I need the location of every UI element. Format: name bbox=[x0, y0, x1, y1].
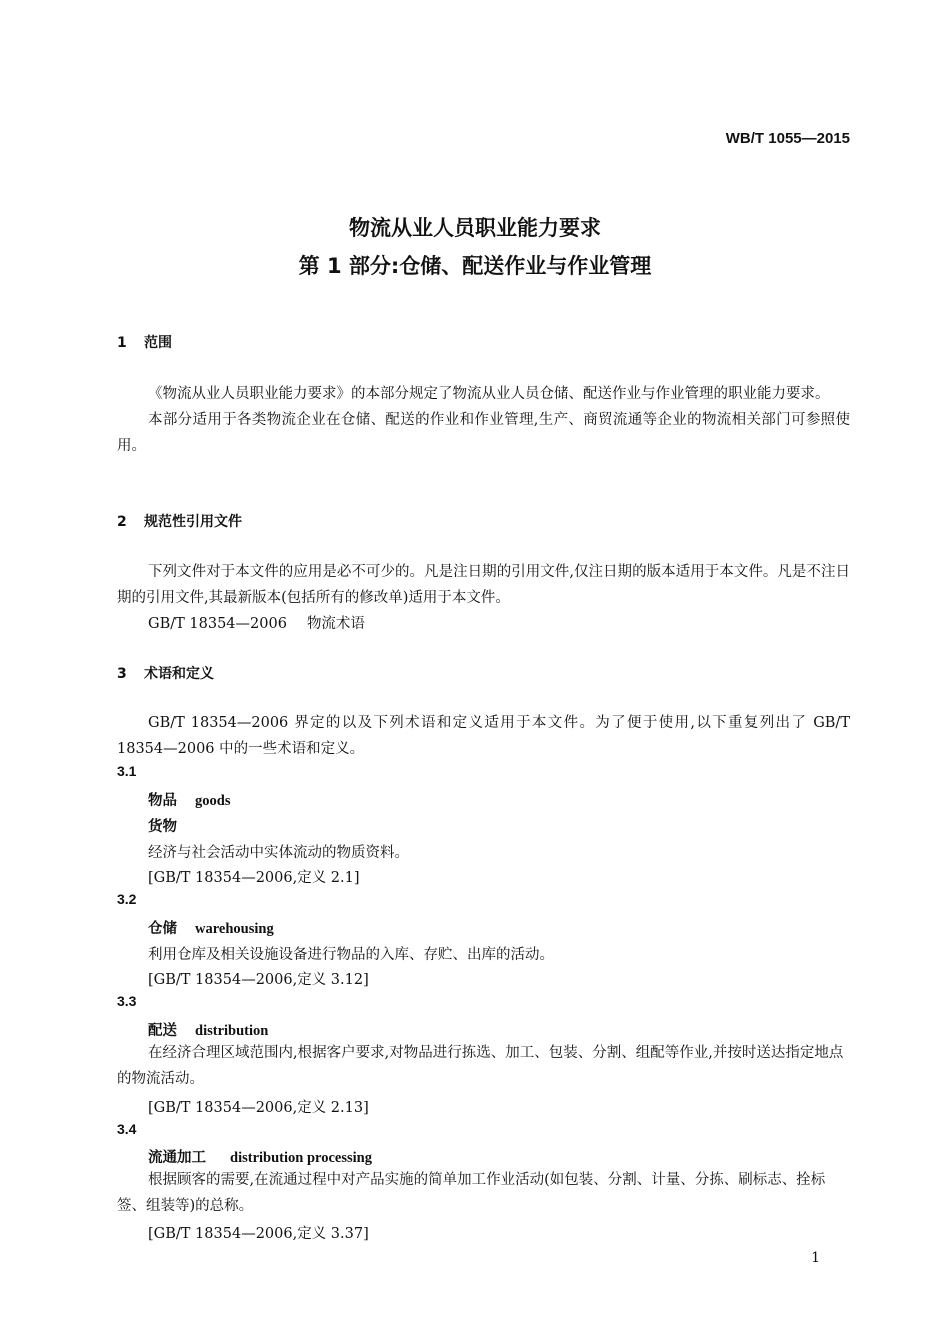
term-chinese: 仓储 bbox=[148, 921, 177, 937]
section-number: 3 bbox=[117, 666, 127, 682]
term-3-1-source: [GB/T 18354—2006,定义 2.1] bbox=[148, 870, 360, 886]
paragraph: 《物流从业人员职业能力要求》的本部分规定了物流从业人员仓储、配送作业与作业管理的职业能力要求。 bbox=[148, 386, 830, 402]
term-3-1-definition: 经济与社会活动中实体流动的物质资料。 bbox=[148, 845, 409, 861]
term-3-2-source: [GB/T 18354—2006,定义 3.12] bbox=[148, 972, 369, 988]
document-subtitle: 第 1 部分:仓储、配送作业与作业管理 bbox=[298, 254, 652, 278]
term-chinese: 配送 bbox=[148, 1023, 177, 1039]
page-number: 1 bbox=[811, 1250, 820, 1266]
term-3-1-name bbox=[148, 789, 230, 810]
term-3-4-definition: 根据顾客的需要,在流通过程中对产品实施的简单加工作业活动(如包装、分割、计量、分拣、刷标志、拴标签、组装等)的总称。 bbox=[117, 1172, 826, 1214]
standard-code: WB/T 1055—2015 bbox=[725, 130, 850, 147]
term-synonym: 货物 bbox=[148, 819, 177, 835]
term-3-4-name bbox=[148, 1146, 372, 1167]
paragraph: GB/T 18354—2006 界定的以及下列术语和定义适用于本文件。为了便于使用,以下重复列出了 GB/T 18354—2006 中的一些术语和定义。 bbox=[117, 715, 850, 757]
document-title: 物流从业人员职业能力要求 bbox=[349, 216, 601, 240]
term-english: warehousing bbox=[195, 921, 274, 937]
section-1-heading bbox=[117, 332, 172, 352]
reference-code: GB/T 18354—2006 bbox=[148, 616, 287, 632]
term-3-3-number: 3.3 bbox=[117, 993, 137, 1009]
section-3-body bbox=[117, 710, 850, 762]
term-3-2-definition: 利用仓库及相关设施设备进行物品的入库、存贮、出库的活动。 bbox=[148, 947, 554, 963]
term-3-2-number: 3.2 bbox=[117, 891, 137, 907]
section-number: 1 bbox=[117, 335, 127, 351]
term-3-1-alt bbox=[148, 815, 177, 836]
section-title: 范围 bbox=[144, 335, 172, 351]
section-1-body bbox=[117, 381, 850, 459]
term-3-4-source: [GB/T 18354—2006,定义 3.37] bbox=[148, 1226, 369, 1242]
normative-reference bbox=[148, 612, 365, 633]
paragraph: 本部分适用于各类物流企业在仓储、配送的作业和作业管理,生产、商贸流通等企业的物流相关部门可参照使用。 bbox=[117, 412, 850, 454]
term-3-3-definition: 在经济合理区域范围内,根据客户要求,对物品进行拣选、加工、包装、分割、组配等作业,并按时送达指定地点的物流活动。 bbox=[117, 1045, 844, 1087]
section-2-body bbox=[117, 559, 850, 611]
term-3-3-source: [GB/T 18354—2006,定义 2.13] bbox=[148, 1100, 369, 1116]
term-english: distribution bbox=[195, 1023, 269, 1039]
section-title: 规范性引用文件 bbox=[144, 514, 242, 530]
section-title: 术语和定义 bbox=[144, 666, 214, 682]
term-chinese: 流通加工 bbox=[148, 1150, 206, 1166]
term-3-4-number: 3.4 bbox=[117, 1121, 137, 1137]
section-2-heading bbox=[117, 511, 242, 531]
section-3-heading bbox=[117, 663, 214, 683]
term-chinese: 物品 bbox=[148, 793, 177, 809]
term-english: goods bbox=[195, 793, 231, 809]
term-3-3-name bbox=[148, 1019, 268, 1040]
reference-title: 物流术语 bbox=[306, 616, 365, 632]
term-3-2-name bbox=[148, 917, 274, 938]
term-3-1-number: 3.1 bbox=[117, 763, 137, 779]
paragraph: 下列文件对于本文件的应用是必不可少的。凡是注日期的引用文件,仅注日期的版本适用于本文件。凡是不注日期的引用文件,其最新版本(包括所有的修改单)适用于本文件。 bbox=[117, 564, 850, 606]
section-number: 2 bbox=[117, 514, 127, 530]
term-english: distribution processing bbox=[230, 1150, 372, 1166]
